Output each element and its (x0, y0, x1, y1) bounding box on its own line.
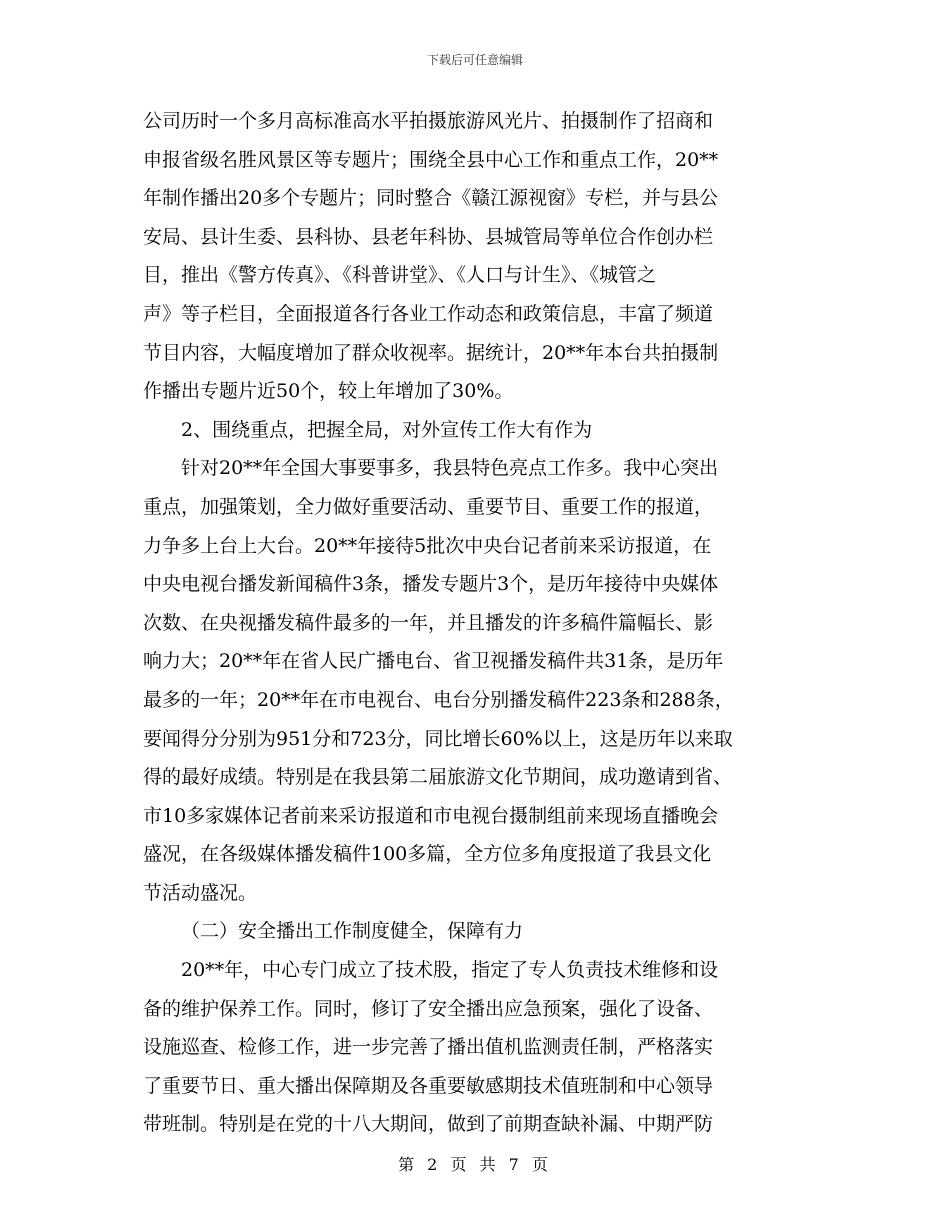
text-line: 次数、在央视播发稿件最多的一年，并且播发的许多稿件篇幅长、影 (143, 611, 714, 634)
text-line: 得的最好成绩。特别是在我县第二届旅游文化节期间，成功邀请到省、 (143, 766, 733, 789)
text-line: 盛况，在各级媒体播发稿件100多篇，全方位多角度报道了我县文化 (143, 843, 712, 866)
section-heading: （二）安全播出工作制度健全，保障有力 (181, 920, 524, 943)
text-line: 备的维护保养工作。同时，修订了安全播出应急预案，强化了设备、 (143, 997, 714, 1020)
text-line: 节活动盛况。 (143, 881, 258, 904)
text-line: 中央电视台播发新闻稿件3条，播发专题片3个，是历年接待中央媒体 (143, 573, 719, 596)
paragraph-start: 20**年，中心专门成立了技术股，指定了专人负责技术维修和设 (181, 959, 719, 982)
text-line: 力争多上台上大台。20**年接待5批次中央台记者前来采访报道，在 (143, 534, 712, 557)
text-line: 安局、县计生委、县科协、县老年科协、县城管局等单位合作创办栏 (143, 225, 714, 248)
text-line: 作播出专题片近50个，较上年增加了30%。 (143, 380, 514, 403)
text-line: 年制作播出20多个专题片；同时整合《赣江源视窗》专栏，并与县公 (143, 187, 719, 210)
text-line: 节目内容，大幅度增加了群众收视率。据统计，20**年本台共拍摄制 (143, 341, 719, 364)
text-line: 申报省级名胜风景区等专题片；围绕全县中心工作和重点工作，20** (143, 148, 719, 171)
paragraph-start: 针对20**年全国大事要事多，我县特色亮点工作多。我中心突出 (181, 457, 719, 480)
text-line: 最多的一年；20**年在市电视台、电台分别播发稿件223条和288条， (143, 688, 734, 711)
text-line: 市10多家媒体记者前来采访报道和市电视台摄制组前来现场直播晚会 (143, 804, 719, 827)
page-header: 下载后可任意编辑 (426, 53, 523, 67)
page-number: 第 2 页 共 7 页 (398, 1155, 552, 1174)
text-line: 目，推出《警方传真》、《科普讲堂》、《人口与计生》、《城管之 (143, 264, 657, 287)
text-line: 响力大；20**年在省人民广播电台、省卫视播发稿件共31条，是历年 (143, 650, 724, 673)
text-line: 设施巡查、检修工作，进一步完善了播出值机监测责任制，严格落实 (143, 1036, 714, 1059)
text-line: 了重要节日、重大播出保障期及各重要敏感期技术值班制和中心领导 (143, 1074, 714, 1097)
text-line: 公司历时一个多月高标准高水平拍摄旅游风光片、拍摄制作了招商和 (143, 110, 714, 132)
document-body (143, 102, 809, 1144)
text-line: 重点，加强策划，全力做好重要活动、重要节目、重要工作的报道， (143, 495, 714, 518)
text-line: 声》等子栏目，全面报道各行各业工作动态和政策信息，丰富了频道 (143, 302, 714, 325)
text-line: 带班制。特别是在党的十八大期间，做到了前期查缺补漏、中期严防 (143, 1113, 714, 1136)
text-line: 要闻得分分别为951分和723分，同比增长60%以上，这是历年以来取 (143, 727, 733, 750)
section-heading: 2、围绕重点，把握全局，对外宣传工作大有作为 (181, 418, 593, 441)
